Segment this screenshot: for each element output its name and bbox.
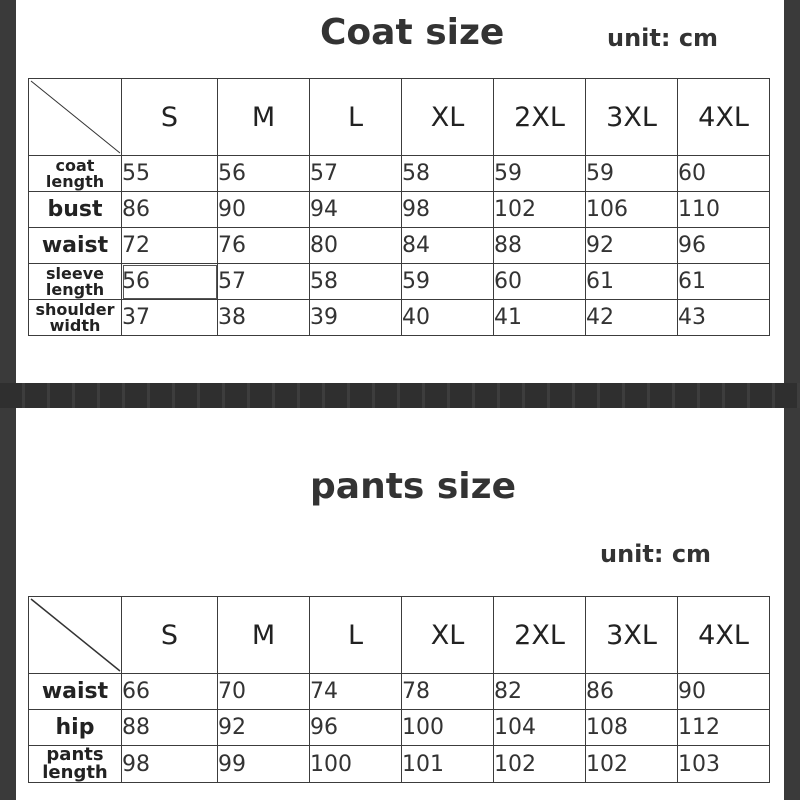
table-cell: 38 <box>218 300 310 336</box>
size-header: 3XL <box>586 597 678 674</box>
row-label: waist <box>29 228 122 264</box>
table-cell: 92 <box>586 228 678 264</box>
table-cell: 37 <box>122 300 218 336</box>
table-cell: 60 <box>678 156 770 192</box>
table-cell: 60 <box>494 264 586 300</box>
coat-size-table <box>28 78 770 336</box>
table-cell: 104 <box>494 710 586 746</box>
table-cell: 82 <box>494 674 586 710</box>
size-header: S <box>122 79 218 156</box>
table-row <box>29 300 770 336</box>
table-cell: 57 <box>310 156 402 192</box>
size-header: 4XL <box>678 597 770 674</box>
pants-size-title: pants size <box>310 466 516 507</box>
row-label: waist <box>29 674 122 710</box>
table-cell: 74 <box>310 674 402 710</box>
table-row <box>29 228 770 264</box>
table-cell: 88 <box>122 710 218 746</box>
table-cell: 101 <box>402 746 494 783</box>
table-row <box>29 156 770 192</box>
size-header: M <box>218 597 310 674</box>
size-header: 4XL <box>678 79 770 156</box>
size-header: M <box>218 79 310 156</box>
table-cell: 43 <box>678 300 770 336</box>
size-header: 2XL <box>494 597 586 674</box>
table-cell: 106 <box>586 192 678 228</box>
table-cell: 61 <box>678 264 770 300</box>
table-cell: 96 <box>678 228 770 264</box>
table-cell: 92 <box>218 710 310 746</box>
size-header: 3XL <box>586 79 678 156</box>
table-row <box>29 674 770 710</box>
row-label: coat length <box>29 156 122 192</box>
table-row <box>29 192 770 228</box>
table-row <box>29 746 770 783</box>
table-cell: 61 <box>586 264 678 300</box>
corner-cell <box>29 597 122 674</box>
table-cell: 102 <box>494 746 586 783</box>
size-header: XL <box>402 597 494 674</box>
table-cell: 102 <box>586 746 678 783</box>
table-row <box>29 710 770 746</box>
table-cell: 84 <box>402 228 494 264</box>
size-header: L <box>310 79 402 156</box>
table-cell: 59 <box>494 156 586 192</box>
diagonal-line-icon <box>29 79 122 155</box>
table-row <box>29 264 770 300</box>
table-cell: 110 <box>678 192 770 228</box>
table-cell: 56 <box>218 156 310 192</box>
table-cell: 56 <box>122 264 218 300</box>
table-cell: 102 <box>494 192 586 228</box>
row-label: hip <box>29 710 122 746</box>
table-cell: 103 <box>678 746 770 783</box>
table-cell: 78 <box>402 674 494 710</box>
table-cell: 57 <box>218 264 310 300</box>
coat-unit-label: unit: cm <box>607 24 719 52</box>
table-cell: 58 <box>402 156 494 192</box>
size-header: XL <box>402 79 494 156</box>
table-cell: 90 <box>678 674 770 710</box>
size-header: L <box>310 597 402 674</box>
table-cell: 96 <box>310 710 402 746</box>
table-cell: 98 <box>122 746 218 783</box>
row-label: sleeve length <box>29 264 122 300</box>
table-cell: 39 <box>310 300 402 336</box>
table-cell: 86 <box>586 674 678 710</box>
corner-cell <box>29 79 122 156</box>
table-cell: 70 <box>218 674 310 710</box>
table-cell: 58 <box>310 264 402 300</box>
table-cell: 90 <box>218 192 310 228</box>
pants-unit-label: unit: cm <box>600 540 712 568</box>
table-cell: 98 <box>402 192 494 228</box>
table-cell: 99 <box>218 746 310 783</box>
table-cell: 108 <box>586 710 678 746</box>
table-cell: 100 <box>310 746 402 783</box>
table-cell: 55 <box>122 156 218 192</box>
table-cell: 40 <box>402 300 494 336</box>
table-cell: 59 <box>586 156 678 192</box>
table-cell: 88 <box>494 228 586 264</box>
row-label: pants length <box>29 746 122 783</box>
table-cell: 41 <box>494 300 586 336</box>
table-cell: 86 <box>122 192 218 228</box>
table-cell: 112 <box>678 710 770 746</box>
coat-header-row <box>29 79 770 156</box>
row-label: shoulder width <box>29 300 122 336</box>
table-cell: 76 <box>218 228 310 264</box>
table-cell: 66 <box>122 674 218 710</box>
size-header: 2XL <box>494 79 586 156</box>
table-cell: 100 <box>402 710 494 746</box>
table-cell: 72 <box>122 228 218 264</box>
table-cell: 42 <box>586 300 678 336</box>
section-divider <box>0 383 800 408</box>
row-label: bust <box>29 192 122 228</box>
coat-size-title: Coat size <box>320 12 505 53</box>
diagonal-line-icon <box>29 597 122 673</box>
pants-header-row <box>29 597 770 674</box>
table-cell: 59 <box>402 264 494 300</box>
table-cell: 94 <box>310 192 402 228</box>
pants-size-table <box>28 596 770 783</box>
table-cell: 80 <box>310 228 402 264</box>
size-header: S <box>122 597 218 674</box>
